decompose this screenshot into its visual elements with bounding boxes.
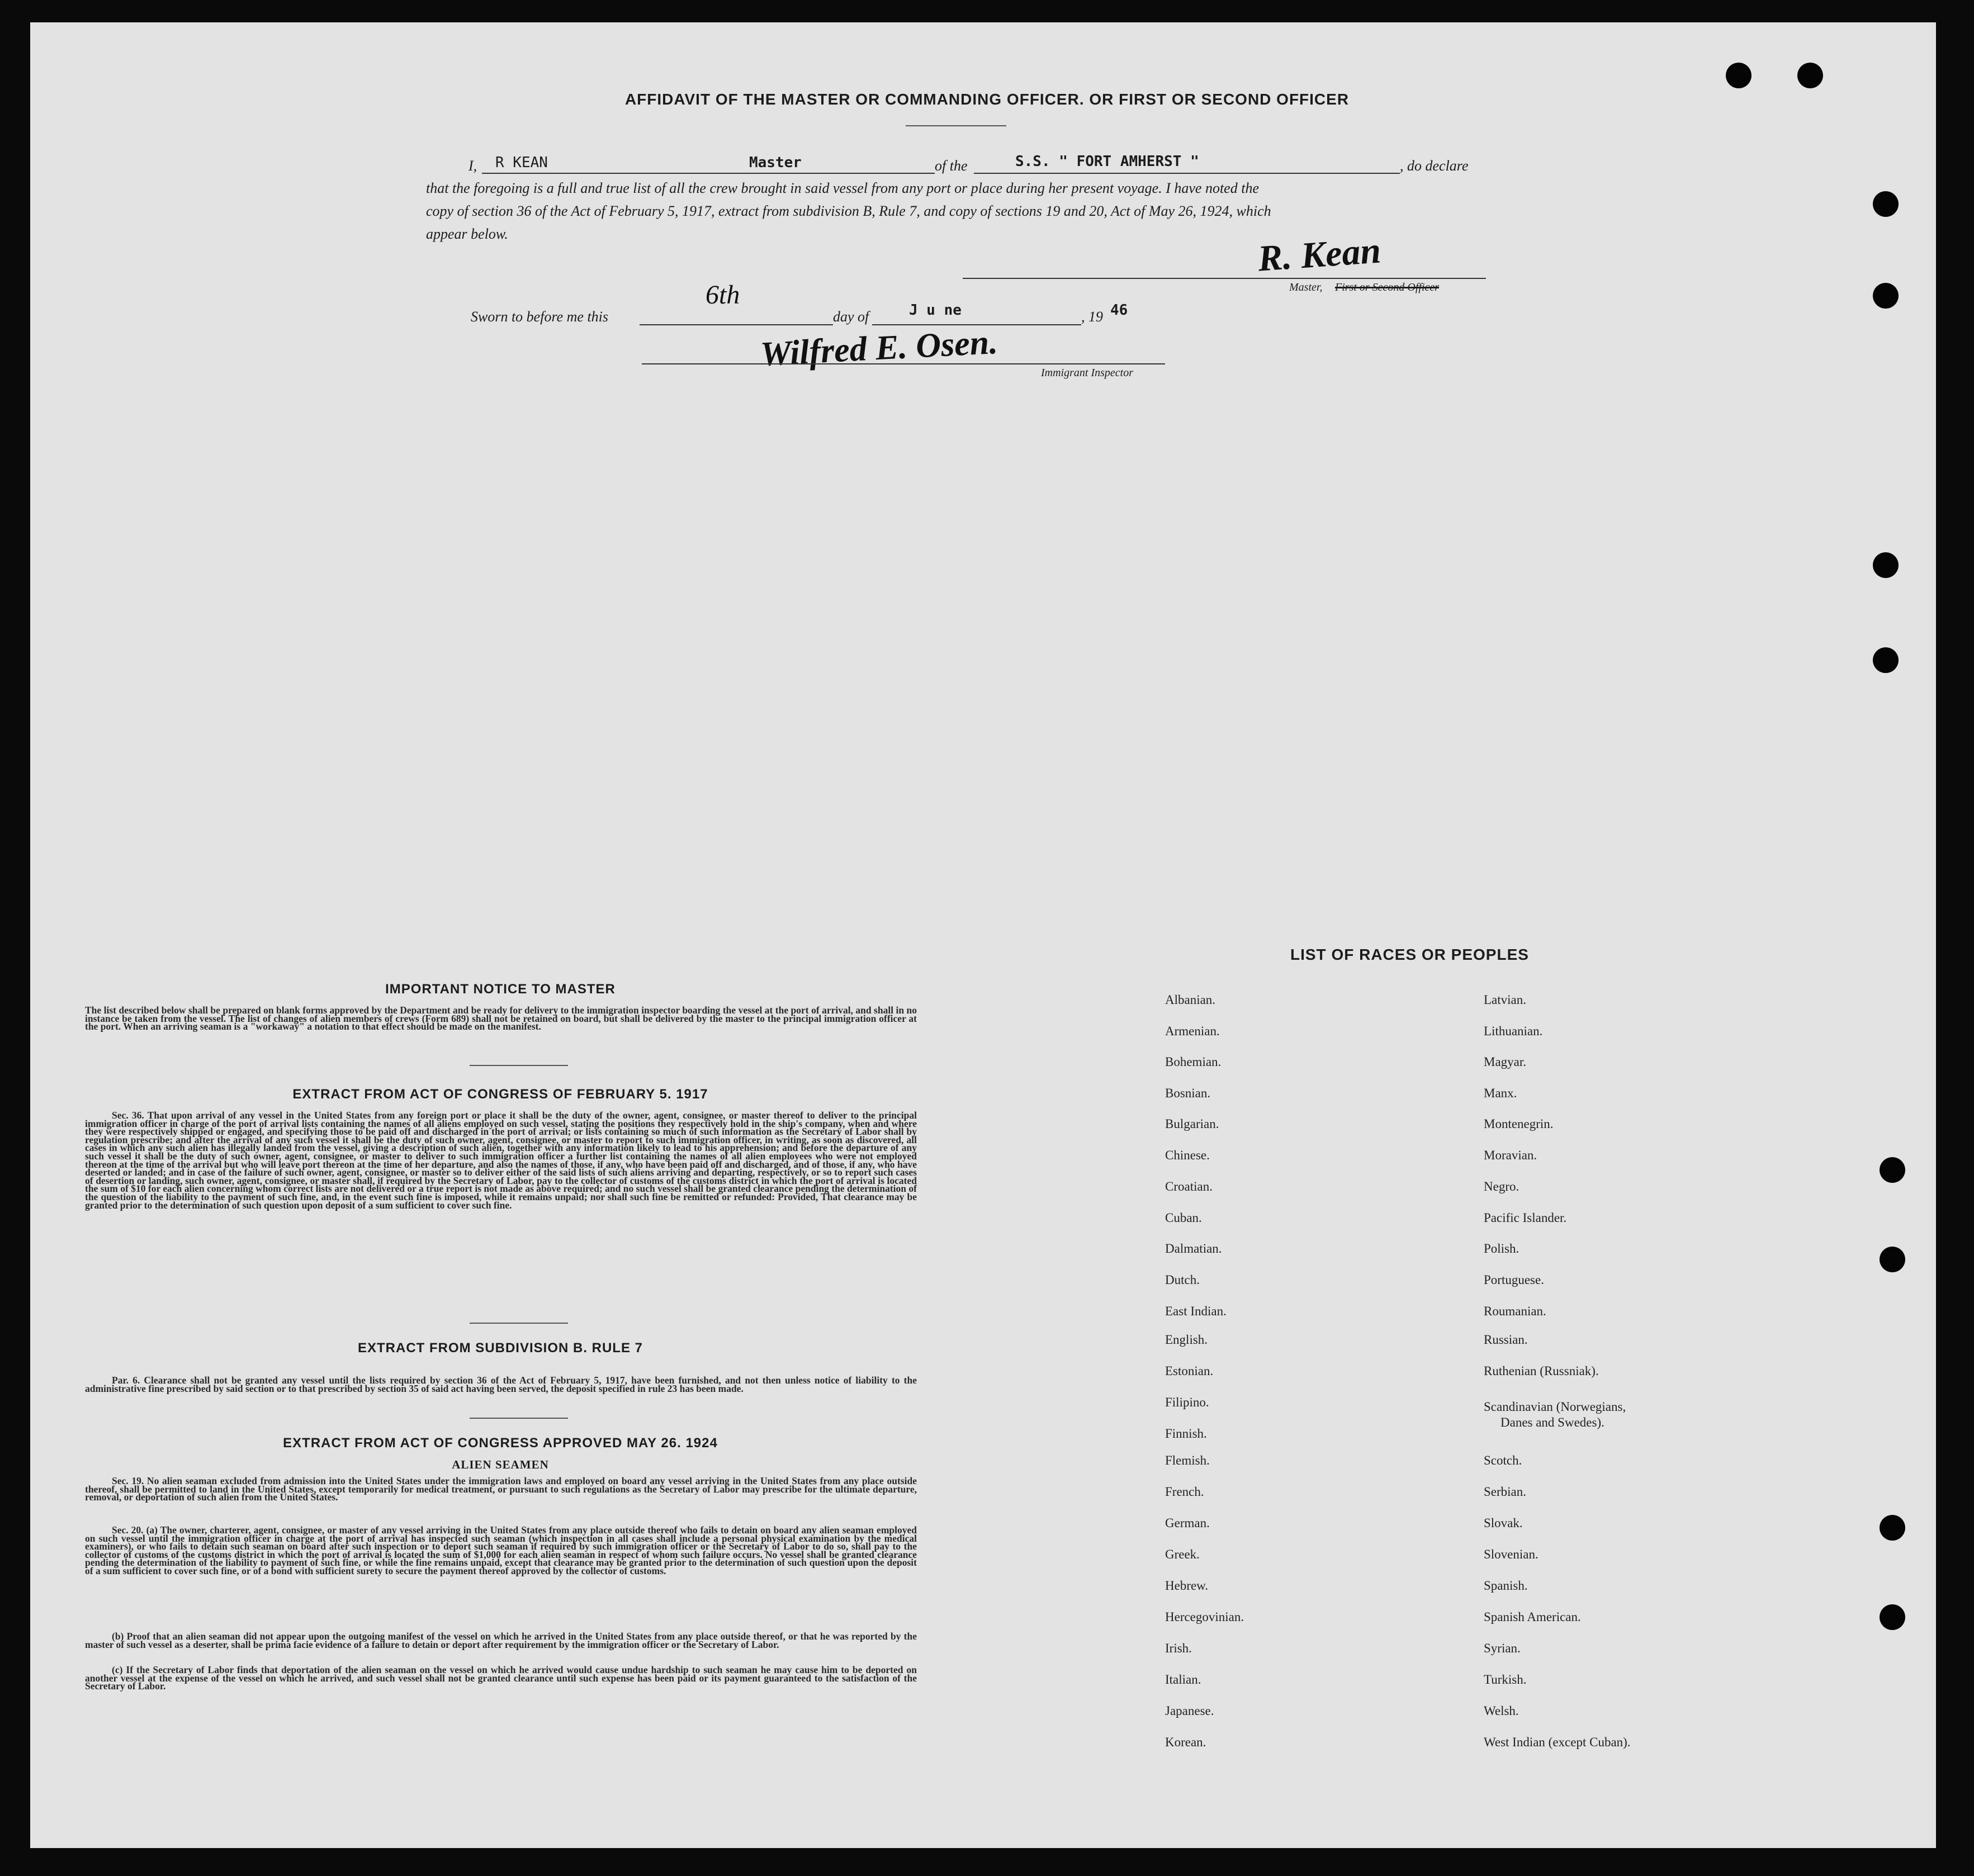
race-item: French. [1165,1485,1204,1499]
race-item: Cuban. [1165,1211,1202,1225]
race-item: Korean. [1165,1735,1206,1749]
binder-hole [1797,63,1823,88]
master-caption: Master, [1289,281,1323,293]
race-item: Bohemian. [1165,1055,1222,1069]
affidavit-line-3: copy of section 36 of the Act of February 5, 1917, extract from subdivision B, Rule 7, and copy of sections 19 and 20, Act of May 26, 1924, which [426,203,1271,219]
race-item: Portuguese. [1484,1273,1544,1287]
sworn-day-line [640,324,833,325]
race-item: Latvian. [1484,993,1526,1007]
year-prefix: , 19 [1081,309,1103,325]
race-item: Scandinavian (Norwegians, [1484,1400,1626,1414]
affidavit-line-4: appear below. [426,226,508,242]
affidavit-title: AFFIDAVIT OF THE MASTER OR COMMANDING OFFICER. OR FIRST OR SECOND OFFICER [624,91,1350,108]
race-item: English. [1165,1333,1208,1347]
section-divider [470,1418,568,1419]
sworn-month: J u ne [909,302,962,319]
binder-hole [1880,1247,1905,1272]
subdivision-b-text: Par. 6. Clearance shall not be granted any vessel until the lists required by section 36 of the Act of February 5, 1917, have been furnished, and not then unless notice of liability to the administrative fine prescribed by said section or to that prescribed by section 35 of said act having been served, the deposit specified in rule 23 has been made. [85,1375,917,1394]
race-item: Ruthenian (Russniak). [1484,1364,1599,1378]
inspector-signature-line [642,363,1165,364]
extract-1924-sec-19: Sec. 19. No alien seaman excluded from admission into the United States under the immigration laws and employed on board any vessel arriving in the United States from any place outside thereof, shall be permitted to land in the United States, except temporarily for medical treatment, or pursuant to such regulations as the Secretary of Labor may prescribe for the ultimate departure, removal, or deportation of such alien from the United States. [85,1475,917,1503]
inspector-signature: Wilfred E. Osen. [759,323,999,374]
race-item: Spanish. [1484,1579,1528,1593]
race-item: Manx. [1484,1086,1517,1100]
race-item: Negro. [1484,1179,1519,1193]
race-item: Slovenian. [1484,1547,1539,1561]
day-of-label: day of [833,309,869,325]
race-item: Slovak. [1484,1516,1523,1530]
of-the-label: of the [935,158,968,174]
race-item: Chinese. [1165,1148,1210,1162]
race-item: West Indian (except Cuban). [1484,1735,1631,1749]
race-item: Bulgarian. [1165,1117,1219,1131]
binder-hole [1873,647,1899,673]
do-declare-label: , do declare [1400,158,1469,174]
extract-1924-sec-20a: Sec. 20. (a) The owner, charterer, agent, consignee, or master of any vessel arriving in the United States from any place outside thereof who fails to detain on board any alien seaman employed on such vessel until the immigration officer in charge at the port of arrival has inspected such seaman (which inspection in all cases shall include a personal physical examination by the medical examiners), or who fails to detain such seaman on board after such inspection or to deport such seaman if required by such immigration officer or the Secretary of Labor to do so, shall pay to the collector of customs of the customs district in which the port of arrival is located the sum of $1,000 for each alien seaman in respect of whom such failure occurs. No vessel shall be granted clearance pending the determination of the liability to payment of such fine, or while the fine remains unpaid, except that clearance may be granted prior to the determination of such question upon the deposit of a sum sufficient to cover such fine, or of a bond with sufficient surety to secure the payment thereof approved by the collector of customs. [85,1524,917,1576]
master-name: R KEAN [495,154,548,171]
race-item: Dutch. [1165,1273,1200,1287]
race-item: Greek. [1165,1547,1200,1561]
alien-seamen-subtitle: ALIEN SEAMEN [452,1458,549,1471]
race-item: Japanese. [1165,1704,1214,1718]
race-item: Armenian. [1165,1024,1220,1038]
title-divider [906,125,1006,126]
race-item: East Indian. [1165,1304,1227,1318]
race-item: Spanish American. [1484,1610,1581,1624]
extract-1924-sec-20c: (c) If the Secretary of Labor finds that deportation of the alien seaman on the vessel on which he arrived would cause undue hardship to such seaman he may cause him to be deported on another vessel at the expense of the vessel on which he arrived, and such vessel shall not be granted clearance until such expense has been paid or its payment guaranteed to the satisfaction of the Secretary of Labor. [85,1664,917,1692]
race-item: Lithuanian. [1484,1024,1543,1038]
race-item: Dalmatian. [1165,1242,1222,1256]
master-signature: R. Kean [1256,230,1383,279]
race-item: Hebrew. [1165,1579,1209,1593]
race-item: Montenegrin. [1484,1117,1554,1131]
race-item: Russian. [1484,1333,1528,1347]
race-item: Roumanian. [1484,1304,1546,1318]
master-rank: Master [749,154,802,171]
race-item: Hercegovinian. [1165,1610,1244,1624]
extract-1924-title: EXTRACT FROM ACT OF CONGRESS APPROVED MAY 26. 1924 [283,1436,718,1451]
race-item: Syrian. [1484,1641,1521,1655]
race-item: Danes and Swedes). [1500,1415,1604,1429]
race-item: Welsh. [1484,1704,1519,1718]
section-divider [470,1065,568,1066]
vessel-line [974,173,1400,174]
race-item: Polish. [1484,1242,1519,1256]
subdivision-b-title: EXTRACT FROM SUBDIVISION B. RULE 7 [357,1340,643,1356]
sworn-label: Sworn to before me this [471,309,609,325]
race-item: Moravian. [1484,1148,1537,1162]
race-item: Magyar. [1484,1055,1527,1069]
binder-hole [1873,283,1899,309]
race-item: Scotch. [1484,1453,1522,1467]
binder-hole [1880,1604,1905,1630]
race-item: Pacific Islander. [1484,1211,1567,1225]
race-item: Croatian. [1165,1179,1213,1193]
binder-hole [1873,191,1899,217]
affidavit-i-label: I, [468,158,477,174]
notice-text: The list described below shall be prepared on blank forms approved by the Department and be ready for delivery to the immigration inspector boarding the vessel at the port of arrival, and shall in no instance be taken from the vessel. The list of changes of alien members of crews (Form 689) shall not be retained on board, but shall be delivered by the master to the principal immigration officer at the port. When an arriving seaman is a "workaway" a notation to that effect should be made on the manifest. [85,1005,917,1032]
races-title: LIST OF RACES OR PEOPLES [1290,946,1529,963]
binder-hole [1726,63,1751,88]
race-item: Italian. [1165,1673,1201,1686]
extract-1924-sec-20b: (b) Proof that an alien seaman did not appear upon the outgoing manifest of the vessel on which he arrived in the United States from any place outside thereof, or that he was reported by the master of such vessel as a deserter, shall be prima facie evidence of a failure to detain or deport after requirement by the immigration officer or the Secretary of Labor. [85,1631,917,1650]
binder-hole [1873,552,1899,578]
master-signature-line [963,278,1486,279]
name-line [482,173,935,174]
inspector-caption: Immigrant Inspector [1041,367,1133,379]
race-item: Flemish. [1165,1453,1210,1467]
binder-hole [1880,1157,1905,1183]
race-item: Albanian. [1165,993,1216,1007]
notice-title: IMPORTANT NOTICE TO MASTER [385,982,616,997]
section-divider [470,1323,568,1324]
race-item: Filipino. [1165,1395,1209,1409]
race-item: Irish. [1165,1641,1192,1655]
race-item: Bosnian. [1165,1086,1211,1100]
year-suffix: 46 [1110,302,1128,319]
extract-1917-text: Sec. 36. That upon arrival of any vessel in the United States from any foreign port or place it shall be the duty of the owner, agent, consignee, or master thereof to deliver to the principal immigration officer in charge of the port of arrival lists containing the names of all aliens employed on such vessel, stating the positions they respectively hold in the ship's company, when and where they were respectively shipped or engaged, and specifying those to be paid off and discharged in the port of arrival; or lists containing so much of such information as the Secretary of Labor shall by regulation prescribe; and after the arrival of any such vessel it shall be the duty of such owner, agent, consignee, or master to report to such immigration officer, in writing, as soon as discovered, all cases in which any such alien has illegally landed from the vessel, giving a description of such alien, together with any information likely to lead to his apprehension; and before the departure of any such vessel it shall be the duty of such owner, agent, consignee, or master to deliver to such immigration officer a further list containing the names of all alien employees who were not employed thereon at the time of the arrival but who will leave port thereon at the time of her departure, and also the names of those, if any, who have been paid off and discharged, and of those, if any, who have deserted or landed; and in case of the failure of such owner, agent, consignee, or master so to deliver either of the said lists of such aliens arriving and departing, respectively, or so to report such cases of desertion or landing, such owner, agent, consignee, or master shall, if required by the Secretary of Labor, pay to the collector of customs of the customs district in which the port of arrival is located the sum of $10 for each alien concerning whom correct lists are not delivered or a true report is not made as above required; and no such vessel shall be granted clearance pending the determination of the question of the liability to the payment of such fine, and, in the event such fine is imposed, while it remains unpaid; nor shall such fine be remitted or refunded: Provided, That clearance may be granted prior to the determination of such question upon deposit of a sum sufficient to cover such fine. [85,1110,917,1211]
affidavit-line-2: that the foregoing is a full and true list of all the crew brought in said vessel from any port or place during her present voyage. I have noted the [426,180,1259,196]
sworn-day: 6th [706,280,740,310]
race-item: Turkish. [1484,1673,1527,1686]
race-item: German. [1165,1516,1210,1530]
binder-hole [1880,1515,1905,1541]
vessel-name: S.S. " FORT AMHERST " [1015,153,1199,170]
extract-1917-title: EXTRACT FROM ACT OF CONGRESS OF FEBRUARY 5. 1917 [292,1087,708,1102]
race-item: Finnish. [1165,1427,1207,1441]
race-item: Estonian. [1165,1364,1214,1378]
race-item: Serbian. [1484,1485,1527,1499]
master-caption-struck: First or Second Officer [1335,281,1440,293]
